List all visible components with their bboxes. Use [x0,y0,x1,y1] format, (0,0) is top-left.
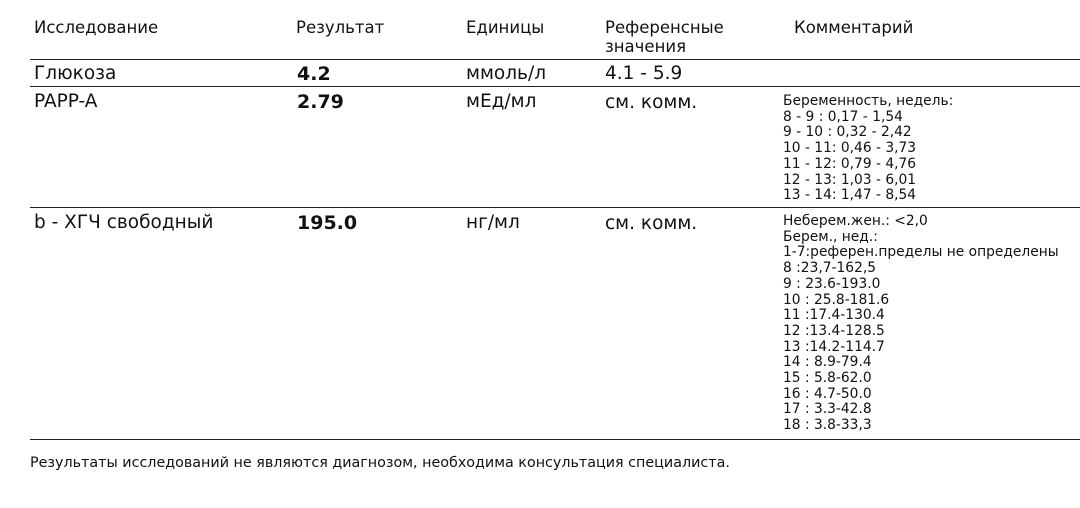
comment-line: 10 - 11: 0,46 - 3,73 [783,140,917,157]
comment-line: 1-7:референ.пределы не определены [783,244,1059,261]
header-reference: Референсные значения [605,18,724,56]
comment-line: 8 :23,7-162,5 [783,260,877,277]
comment-line: 16 : 4.7-50.0 [783,385,872,402]
row-pappa-result: 2.79 [297,91,344,113]
row-pappa-reference: см. комм. [605,92,698,113]
row-glucose-result: 4.2 [297,63,331,85]
row-hcg-comment [783,214,1059,434]
comment-line: 10 : 25.8-181.6 [783,291,890,308]
row-pappa-name: PAPP-A [34,91,98,112]
comment-line: 11 :17.4-130.4 [783,307,885,324]
header-divider [30,59,1080,60]
row-divider [30,207,1080,208]
row-hcg-name: b - ХГЧ свободный [34,212,214,233]
comment-line: 12 :13.4-128.5 [783,322,885,339]
comment-line: 14 : 8.9-79.4 [783,354,872,371]
comment-line: 9 : 23.6-193.0 [783,275,881,292]
row-glucose-reference: 4.1 - 5.9 [605,63,683,84]
disclaimer-text: Результаты исследований не являются диагнозом, необходима консультация специалиста. [30,455,730,471]
header-comment: Комментарий [794,18,914,37]
row-pappa-comment [783,94,953,204]
header-study: Исследование [34,18,159,37]
comment-line: 9 - 10 : 0,32 - 2,42 [783,124,912,141]
comment-line: 17 : 3.3-42.8 [783,401,872,418]
header-result: Результат [296,18,385,37]
comment-line: 11 - 12: 0,79 - 4,76 [783,155,917,172]
comment-line: 12 - 13: 1,03 - 6,01 [783,171,917,188]
header-units: Единицы [466,18,545,37]
comment-line: 13 :14.2-114.7 [783,338,885,355]
row-divider [30,86,1080,87]
row-pappa-units: мЕд/мл [466,91,537,112]
comment-line: 15 : 5.8-62.0 [783,370,872,387]
row-hcg-result: 195.0 [297,212,358,234]
row-hcg-units: нг/мл [466,212,520,233]
table-bottom-divider [30,439,1080,440]
comment-line: 13 - 14: 1,47 - 8,54 [783,187,917,204]
comment-line: 18 : 3.8-33,3 [783,417,872,434]
row-glucose-units: ммоль/л [466,63,547,84]
comment-line: Берем., нед.: [783,228,878,245]
row-glucose-name: Глюкоза [34,63,117,84]
comment-line: 8 - 9 : 0,17 - 1,54 [783,108,903,125]
row-hcg-reference: см. комм. [605,213,698,234]
comment-line: Неберем.жен.: <2,0 [783,213,928,229]
comment-line: Беременность, недель: [783,93,954,109]
